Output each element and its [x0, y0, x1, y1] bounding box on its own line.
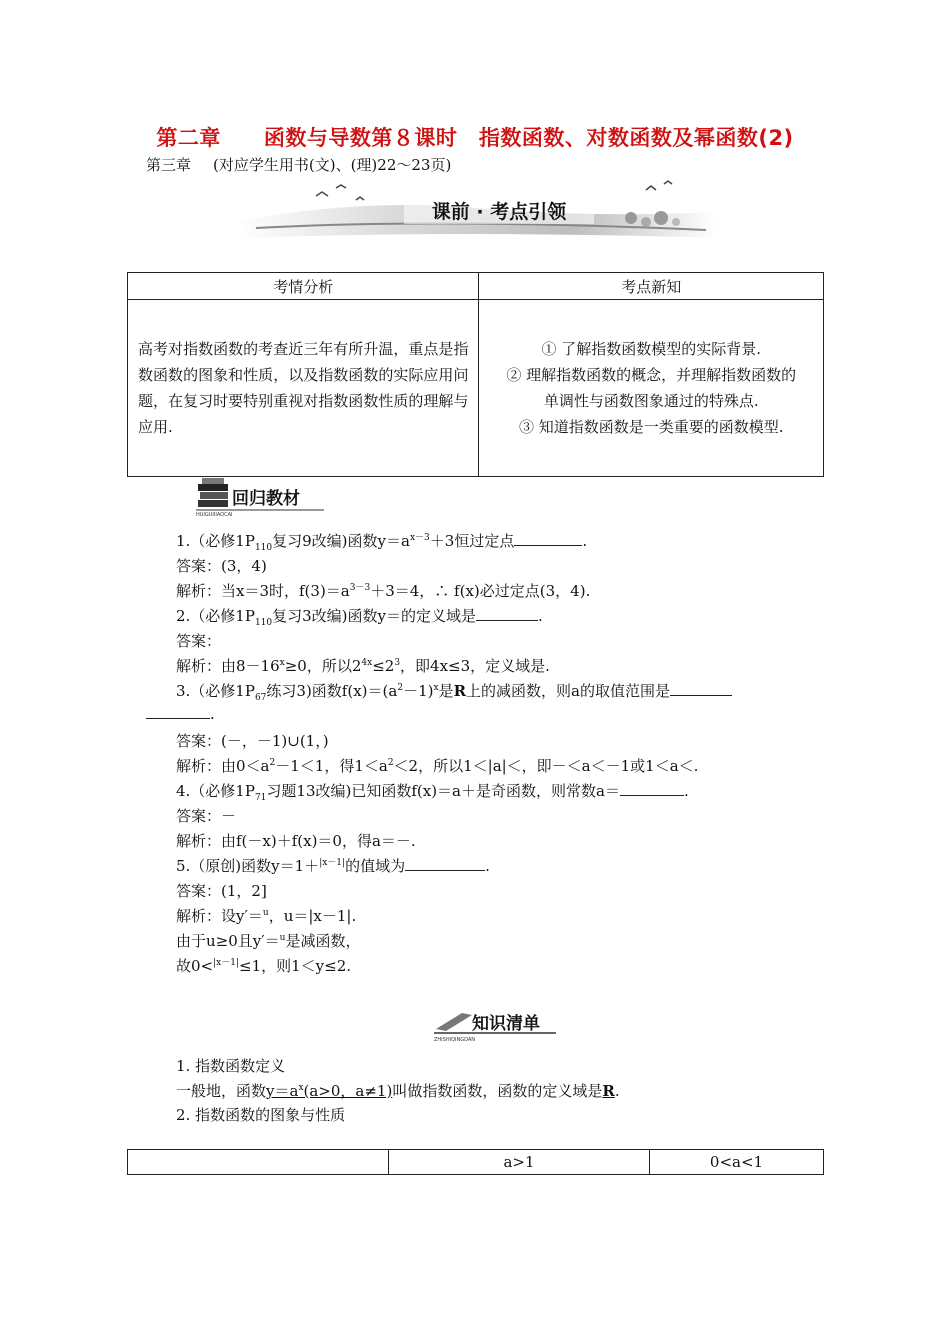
properties-header-a-lt-1: 0<a<1 — [650, 1150, 824, 1175]
exp-function-definition: 一般地，函数$y=a^x(a>0$，a≠1)叫做指数函数，函数的定义域是R. — [176, 1082, 620, 1100]
table-header-analysis: 考情分析 — [128, 273, 479, 300]
answer-blank — [620, 781, 684, 796]
section-banner — [236, 178, 716, 244]
point-item: 单调性与函数图象通过的特殊点. — [543, 392, 759, 410]
question-1: 1.（必修$1P_{110}$复习9改编)函数$y=a^{x-3}+3$恒过定点 . — [176, 532, 588, 553]
question-3: 3.（必修$1P_{67}$练习3)函数$f(x)=(a^2-1)^x$是R上的减函数，则a的取值范围是 — [176, 680, 732, 703]
section-knowledge-label: 知识清单 — [472, 1014, 540, 1034]
question-4: 4.（必修$1P_{71}$习题13改编)已知函数f(x)＝a＋是奇函数，则常数a＝ . — [176, 782, 689, 803]
table-header-new-points: 考点新知 — [479, 273, 824, 300]
point-item: ① 了解指数函数模型的实际背景. — [541, 340, 761, 358]
knowledge-item-2: 2. 指数函数的图象与性质 — [176, 1106, 346, 1124]
knowledge-item-1: 1. 指数函数定义 — [176, 1057, 286, 1075]
answer-4: 答案：－ — [176, 807, 237, 825]
answer-blank — [405, 856, 485, 871]
answer-3: 答案：(－，－1)∪(1，) — [176, 732, 329, 750]
section-review-header — [196, 476, 326, 516]
point-item: ② 理解指数函数的概念，并理解指数函数的 — [506, 366, 797, 384]
analysis-table — [127, 272, 824, 477]
page-title: 第二章 函数与导数第８课时 指数函数、对数函数及幂函数(2) — [156, 126, 794, 150]
question-3-cont: . — [146, 704, 215, 723]
section-knowledge-header — [432, 1005, 558, 1043]
book-reference: (对应学生用书(文)、(理)22～23页) — [213, 156, 452, 174]
answer-2: 答案： — [176, 632, 222, 650]
analysis-5-line2: 由于u≥0且y′＝$^u$是减函数， — [176, 932, 361, 950]
answer-5: 答案：(1，2] — [176, 882, 267, 900]
answer-blank — [514, 531, 582, 546]
banner-label: 课前 · 考点引领 — [431, 201, 567, 223]
properties-table-corner — [128, 1150, 389, 1175]
analysis-cell: 高考对指数函数的考查近三年有所升温，重点是指数函数的图象和性质，以及指数函数的实际应用问题，在复习时要特别重视对指数函数性质的理解与应用. — [128, 300, 479, 477]
answer-blank — [476, 606, 538, 621]
answer-blank — [670, 681, 732, 696]
analysis-1: 解析：当x＝3时，$f(3)=a^{3-3}+3=4$，∴ f(x)必过定点(3，4). — [176, 582, 591, 600]
question-2: 2.（必修$1P_{110}$复习3改编)函数y＝的定义域是 . — [176, 607, 543, 628]
question-5: 5.（原创)函数y＝1＋$^{|x-1|}$的值域为 . — [176, 857, 490, 875]
chapter-line — [146, 154, 451, 175]
section-review-label: 回归教材 — [232, 489, 300, 509]
section-knowledge-sublabel: ZHISHIQINGDAN — [434, 1037, 476, 1043]
analysis-3: 解析：由$0<a^2-1<1$，得$1<a^2<2$，所以1＜|a|＜，即－＜a＜－1或1＜a＜. — [176, 757, 699, 775]
properties-table — [127, 1149, 824, 1175]
analysis-5: 解析：设y′＝$^u$，u＝|x－1|. — [176, 907, 357, 925]
analysis-2: 解析：由$8-16^x\ge 0$，所以$2^{4x}\le 2^3$，即4x≤3，定义域是. — [176, 657, 550, 675]
analysis-5-line3: 故0<$^{|x-1|}$≤1，则1＜y≤2. — [176, 957, 352, 975]
banner-graphic — [236, 178, 716, 244]
answer-blank — [146, 704, 210, 719]
new-points-cell — [479, 300, 824, 477]
books-icon — [196, 476, 326, 516]
section-review-sublabel: HUIGUIJIAOCAI — [196, 512, 233, 516]
properties-header-a-gt-1: a>1 — [389, 1150, 650, 1175]
analysis-4: 解析：由f(－x)＋f(x)＝0，得a＝－. — [176, 832, 416, 850]
chapter-label: 第三章 — [146, 156, 192, 174]
answer-1: 答案：(3，4) — [176, 557, 267, 575]
knowledge-list-icon — [432, 1005, 558, 1043]
point-item: ③ 知道指数函数是一类重要的函数模型. — [518, 418, 784, 436]
